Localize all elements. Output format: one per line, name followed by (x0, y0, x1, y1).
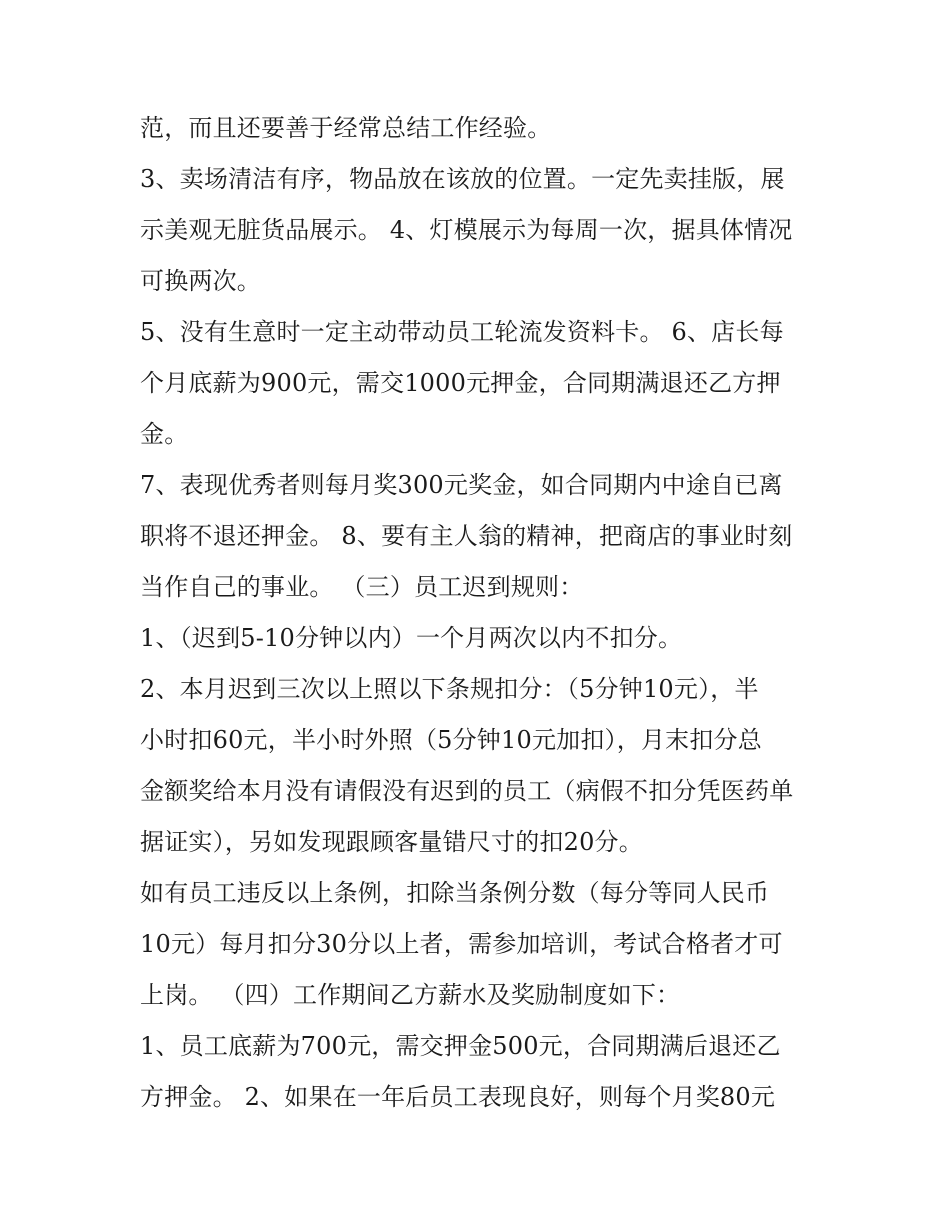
text-line: 个月底薪为900元，需交1000元押金，合同期满退还乙方押 (140, 369, 781, 397)
text-line: 7、表现优秀者则每月奖300元奖金，如合同期内中途自已离 (140, 471, 783, 499)
text-line: 10元）每月扣分30分以上者，需参加培训，考试合格者才可 (140, 930, 783, 958)
text-line: 上岗。 （四）工作期间乙方薪水及奖励制度如下： (140, 981, 681, 1009)
text-line: 可换两次。 (140, 267, 261, 295)
text-line: 金。 (140, 420, 189, 448)
text-line: 1、（迟到5-10分钟以内）一个月两次以内不扣分。 (140, 624, 683, 652)
document-body (140, 103, 830, 1123)
text-line: 2、本月迟到三次以上照以下条规扣分：（5分钟10元），半 (140, 675, 759, 703)
text-line: 据证实），另如发现跟顾客量错尺寸的扣20分。 (140, 828, 643, 856)
text-line: 示美观无脏货品展示。 4、灯模展示为每周一次，据具体情况 (140, 216, 793, 244)
text-line: 金额奖给本月没有请假没有迟到的员工（病假不扣分凭医药单 (140, 777, 794, 805)
text-line: 5、没有生意时一定主动带动员工轮流发资料卡。 6、店长每 (140, 318, 784, 346)
text-line: 职将不退还押金。 8、要有主人翁的精神，把商店的事业时刻 (140, 522, 793, 550)
text-line: 如有员工违反以上条例，扣除当条例分数（每分等同人民币 (140, 879, 770, 907)
text-line: 小时扣60元，半小时外照（5分钟10元加扣），月末扣分总 (140, 726, 762, 754)
text-line: 3、卖场清洁有序，物品放在该放的位置。一定先卖挂版，展 (140, 165, 785, 193)
text-line: 范，而且还要善于经常总结工作经验。 (140, 114, 552, 142)
text-line: 当作自己的事业。 （三）员工迟到规则： (140, 573, 584, 601)
text-line: 方押金。 2、如果在一年后员工表现良好，则每个月奖80元 (140, 1083, 776, 1111)
text-line: 1、员工底薪为700元，需交押金500元，合同期满后退还乙 (140, 1032, 781, 1060)
